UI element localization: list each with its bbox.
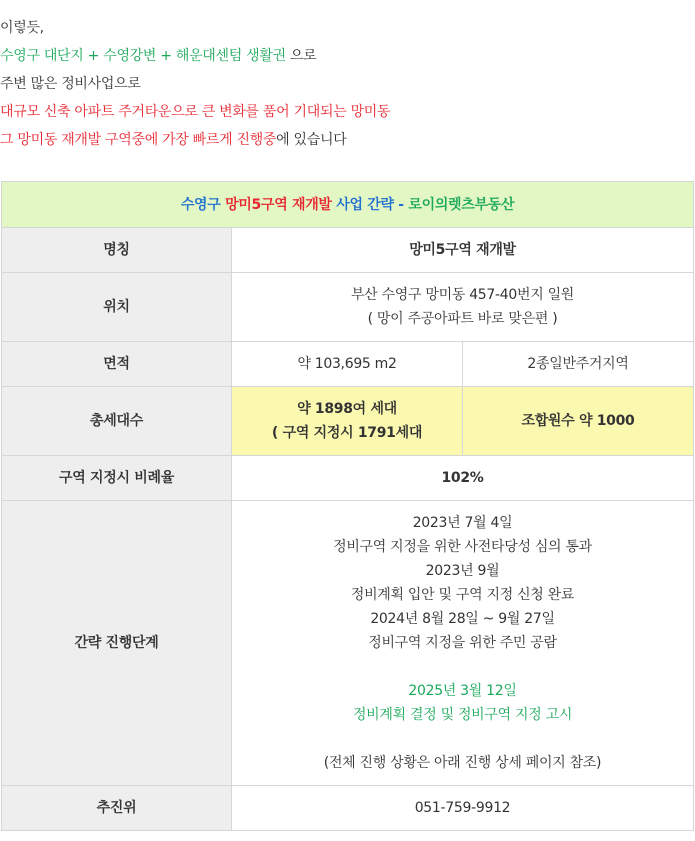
ratio-label: 구역 지정시 비례율 bbox=[2, 456, 232, 501]
step-desc: 정비구역 지정을 위한 사전타당성 심의 통과 bbox=[333, 539, 592, 555]
progress-steps bbox=[232, 501, 694, 786]
location-label: 위치 bbox=[2, 273, 232, 342]
intro-highlight-location: 수영구 대단지 + 수영강변 + 해운대센텀 생활권 bbox=[0, 48, 286, 64]
area-value: 약 103,695 m2 bbox=[232, 342, 463, 387]
members-value: 조합원수 약 1000 bbox=[463, 387, 694, 456]
intro-text bbox=[0, 14, 695, 154]
intro-line-2: 수영구 대단지 + 수영강변 + 해운대센텀 생활권 으로 bbox=[0, 48, 317, 64]
step-desc: 정비구역 지정을 위한 주민 공람 bbox=[368, 635, 557, 651]
committee-phone: 051-759-9912 bbox=[232, 786, 694, 831]
table-row bbox=[2, 786, 694, 831]
table-title-row bbox=[2, 182, 694, 228]
committee-label: 추진위 bbox=[2, 786, 232, 831]
intro-line-3: 주변 많은 정비사업으로 bbox=[0, 76, 141, 92]
step-date: 2024년 8월 28일 ~ 9월 27일 bbox=[370, 611, 555, 627]
intro-line-1: 이렇듯, bbox=[0, 20, 44, 36]
intro-line-5: 그 망미동 재개발 구역중에 가장 빠르게 진행중에 있습니다 bbox=[0, 132, 347, 148]
step-desc: 정비계획 입안 및 구역 지정 신청 완료 bbox=[350, 587, 575, 603]
table-row bbox=[2, 228, 694, 273]
step-date-highlight: 2025년 3월 12일 bbox=[408, 683, 517, 699]
table-title: 수영구 망미5구역 재개발 사업 간략 - 로이의렛츠부동산 bbox=[2, 182, 694, 228]
table-row bbox=[2, 456, 694, 501]
area-label: 면적 bbox=[2, 342, 232, 387]
table-row bbox=[2, 342, 694, 387]
progress-note: (전체 진행 상황은 아래 진행 상세 페이지 참조) bbox=[323, 755, 602, 771]
step-date: 2023년 9월 bbox=[425, 563, 500, 579]
step-desc-highlight: 정비계획 결정 및 정비구역 지정 고시 bbox=[352, 707, 573, 723]
project-summary-table bbox=[1, 181, 694, 831]
step-date: 2023년 7월 4일 bbox=[412, 515, 513, 531]
zone-value: 2종일반주거지역 bbox=[463, 342, 694, 387]
name-label: 명칭 bbox=[2, 228, 232, 273]
intro-line-4: 대규모 신축 아파트 주거타운으로 큰 변화를 품어 기대되는 망미동 bbox=[0, 104, 391, 120]
spacer bbox=[240, 655, 685, 679]
table-row bbox=[2, 387, 694, 456]
name-value: 망미5구역 재개발 bbox=[232, 228, 694, 273]
intro-highlight-progress: 그 망미동 재개발 구역중에 가장 빠르게 진행중 bbox=[0, 132, 277, 148]
progress-label: 간략 진행단계 bbox=[2, 501, 232, 786]
table-row bbox=[2, 501, 694, 786]
households-value: 약 1898여 세대 ( 구역 지정시 1791세대 bbox=[232, 387, 463, 456]
location-value: 부산 수영구 망미동 457-40번지 일원 ( 망이 주공아파트 바로 맞은편 ) bbox=[232, 273, 694, 342]
table-row bbox=[2, 273, 694, 342]
households-label: 총세대수 bbox=[2, 387, 232, 456]
ratio-value: 102% bbox=[232, 456, 694, 501]
spacer bbox=[240, 727, 685, 751]
